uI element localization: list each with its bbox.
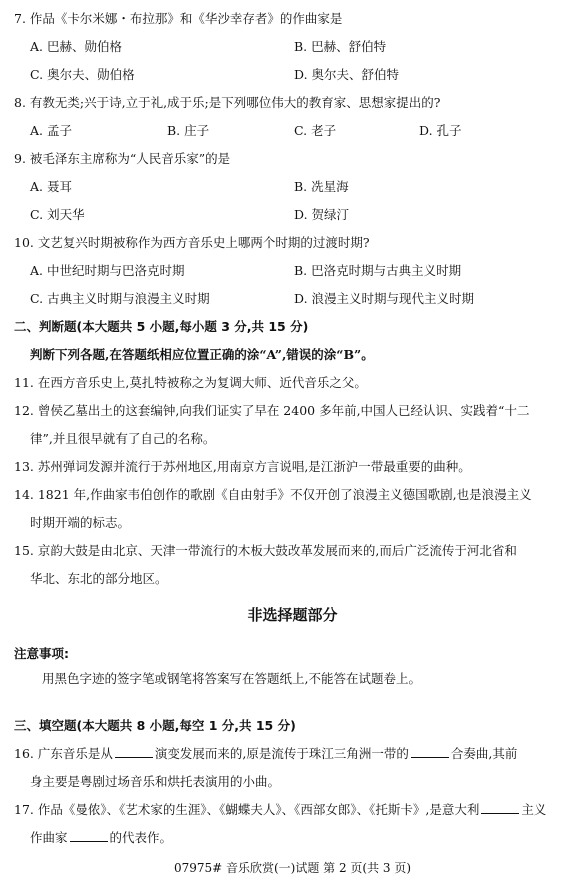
q8-option-b: B. 庄子 [167,123,210,138]
q10-option-d: D. 浪漫主义时期与现代主义时期 [294,291,475,306]
q17-text-2: 主义 [521,802,547,817]
section3-heading: 三、填空题(本大题共 8 小题,每空 1 分,共 15 分) [14,718,296,733]
q7-option-a: A. 巴赫、勋伯格 [30,39,122,54]
section2-instruction: 判断下列各题,在答题纸相应位置正确的涂“A”,错误的涂“B”。 [30,347,374,362]
notice-text: 用黑色字迹的签字笔或钢笔将答案写在答题纸上,不能答在试题卷上。 [42,671,421,686]
notice-label: 注意事项: [14,646,69,661]
q9-option-b: B. 冼星海 [294,179,349,194]
q7-stem: 7. 作品《卡尔米娜・布拉那》和《华沙幸存者》的作曲家是 [14,11,343,26]
q16-line1 [14,745,517,762]
q13: 13. 苏州弹词发源并流行于苏州地区,用南京方言说唱,是江浙沪一带最重要的曲种。 [14,459,471,474]
q7-option-d: D. 奥尔夫、舒伯特 [294,67,400,82]
q8-option-c: C. 老子 [294,123,337,138]
q17-line2 [30,829,172,846]
q9-option-d: D. 贺绿汀 [294,207,350,222]
q12-line1: 12. 曾侯乙墓出土的这套编钟,向我们证实了早在 2400 多年前,中国人已经认识、实践着“十二 [14,403,530,418]
q17-blank-1[interactable] [481,801,519,814]
q17-line1 [14,801,546,818]
q16-text-2: 演变发展而来的,原是流传于珠江三角洲一带的 [154,746,409,761]
q8-option-d: D. 孔子 [419,123,462,138]
q8-option-a: A. 孟子 [30,123,72,138]
q7-option-c: C. 奥尔夫、勋伯格 [30,67,135,82]
q9-option-c: C. 刘天华 [30,207,85,222]
q7-option-b: B. 巴赫、舒伯特 [294,39,387,54]
section2-heading: 二、判断题(本大题共 5 小题,每小题 3 分,共 15 分) [14,319,309,334]
q17-text-1: 17. 作品《曼侬》、《艺术家的生涯》、《蝴蝶夫人》、《西部女郎》、《托斯卡》,是意大利 [14,802,480,817]
q10-option-a: A. 中世纪时期与巴洛克时期 [30,263,185,278]
q10-stem: 10. 文艺复兴时期被称作为西方音乐史上哪两个时期的过渡时期? [14,235,370,250]
q17-text-3: 作曲家 [30,830,68,845]
q10-option-b: B. 巴洛克时期与古典主义时期 [294,263,462,278]
q9-option-a: A. 聂耳 [30,179,72,194]
q11: 11. 在西方音乐史上,莫扎特被称之为复调大师、近代音乐之父。 [14,375,367,390]
q16-blank-2[interactable] [411,745,449,758]
q16-text-1: 16. 广东音乐是从 [14,746,113,761]
q14-line1: 14. 1821 年,作曲家韦伯创作的歌剧《自由射手》不仅开创了浪漫主义德国歌剧,也是浪漫主义 [14,487,532,502]
q10-option-c: C. 古典主义时期与浪漫主义时期 [30,291,210,306]
q9-stem: 9. 被毛泽东主席称为“人民音乐家”的是 [14,151,231,166]
q17-blank-2[interactable] [70,829,108,842]
q12-line2: 律”,并且很早就有了自己的名称。 [30,431,216,446]
q16-line2: 身主要是粤剧过场音乐和烘托表演用的小曲。 [30,774,281,789]
q8-stem: 8. 有教无类;兴于诗,立于礼,成于乐;是下列哪位伟大的教育家、思想家提出的? [14,95,441,110]
page-footer: 07975# 音乐欣赏(一)试题 第 2 页(共 3 页) [173,861,412,875]
q15-line1: 15. 京韵大鼓是由北京、天津一带流行的木板大鼓改革发展而来的,而后广泛流传于河北省和 [14,543,517,558]
part-title: 非选择题部分 [247,606,338,624]
q16-text-3: 合奏曲,其前 [450,746,518,761]
q15-line2: 华北、东北的部分地区。 [30,571,168,586]
q16-blank-1[interactable] [115,745,153,758]
q17-text-4: 的代表作。 [109,830,173,845]
q14-line2: 时期开端的标志。 [30,515,131,530]
